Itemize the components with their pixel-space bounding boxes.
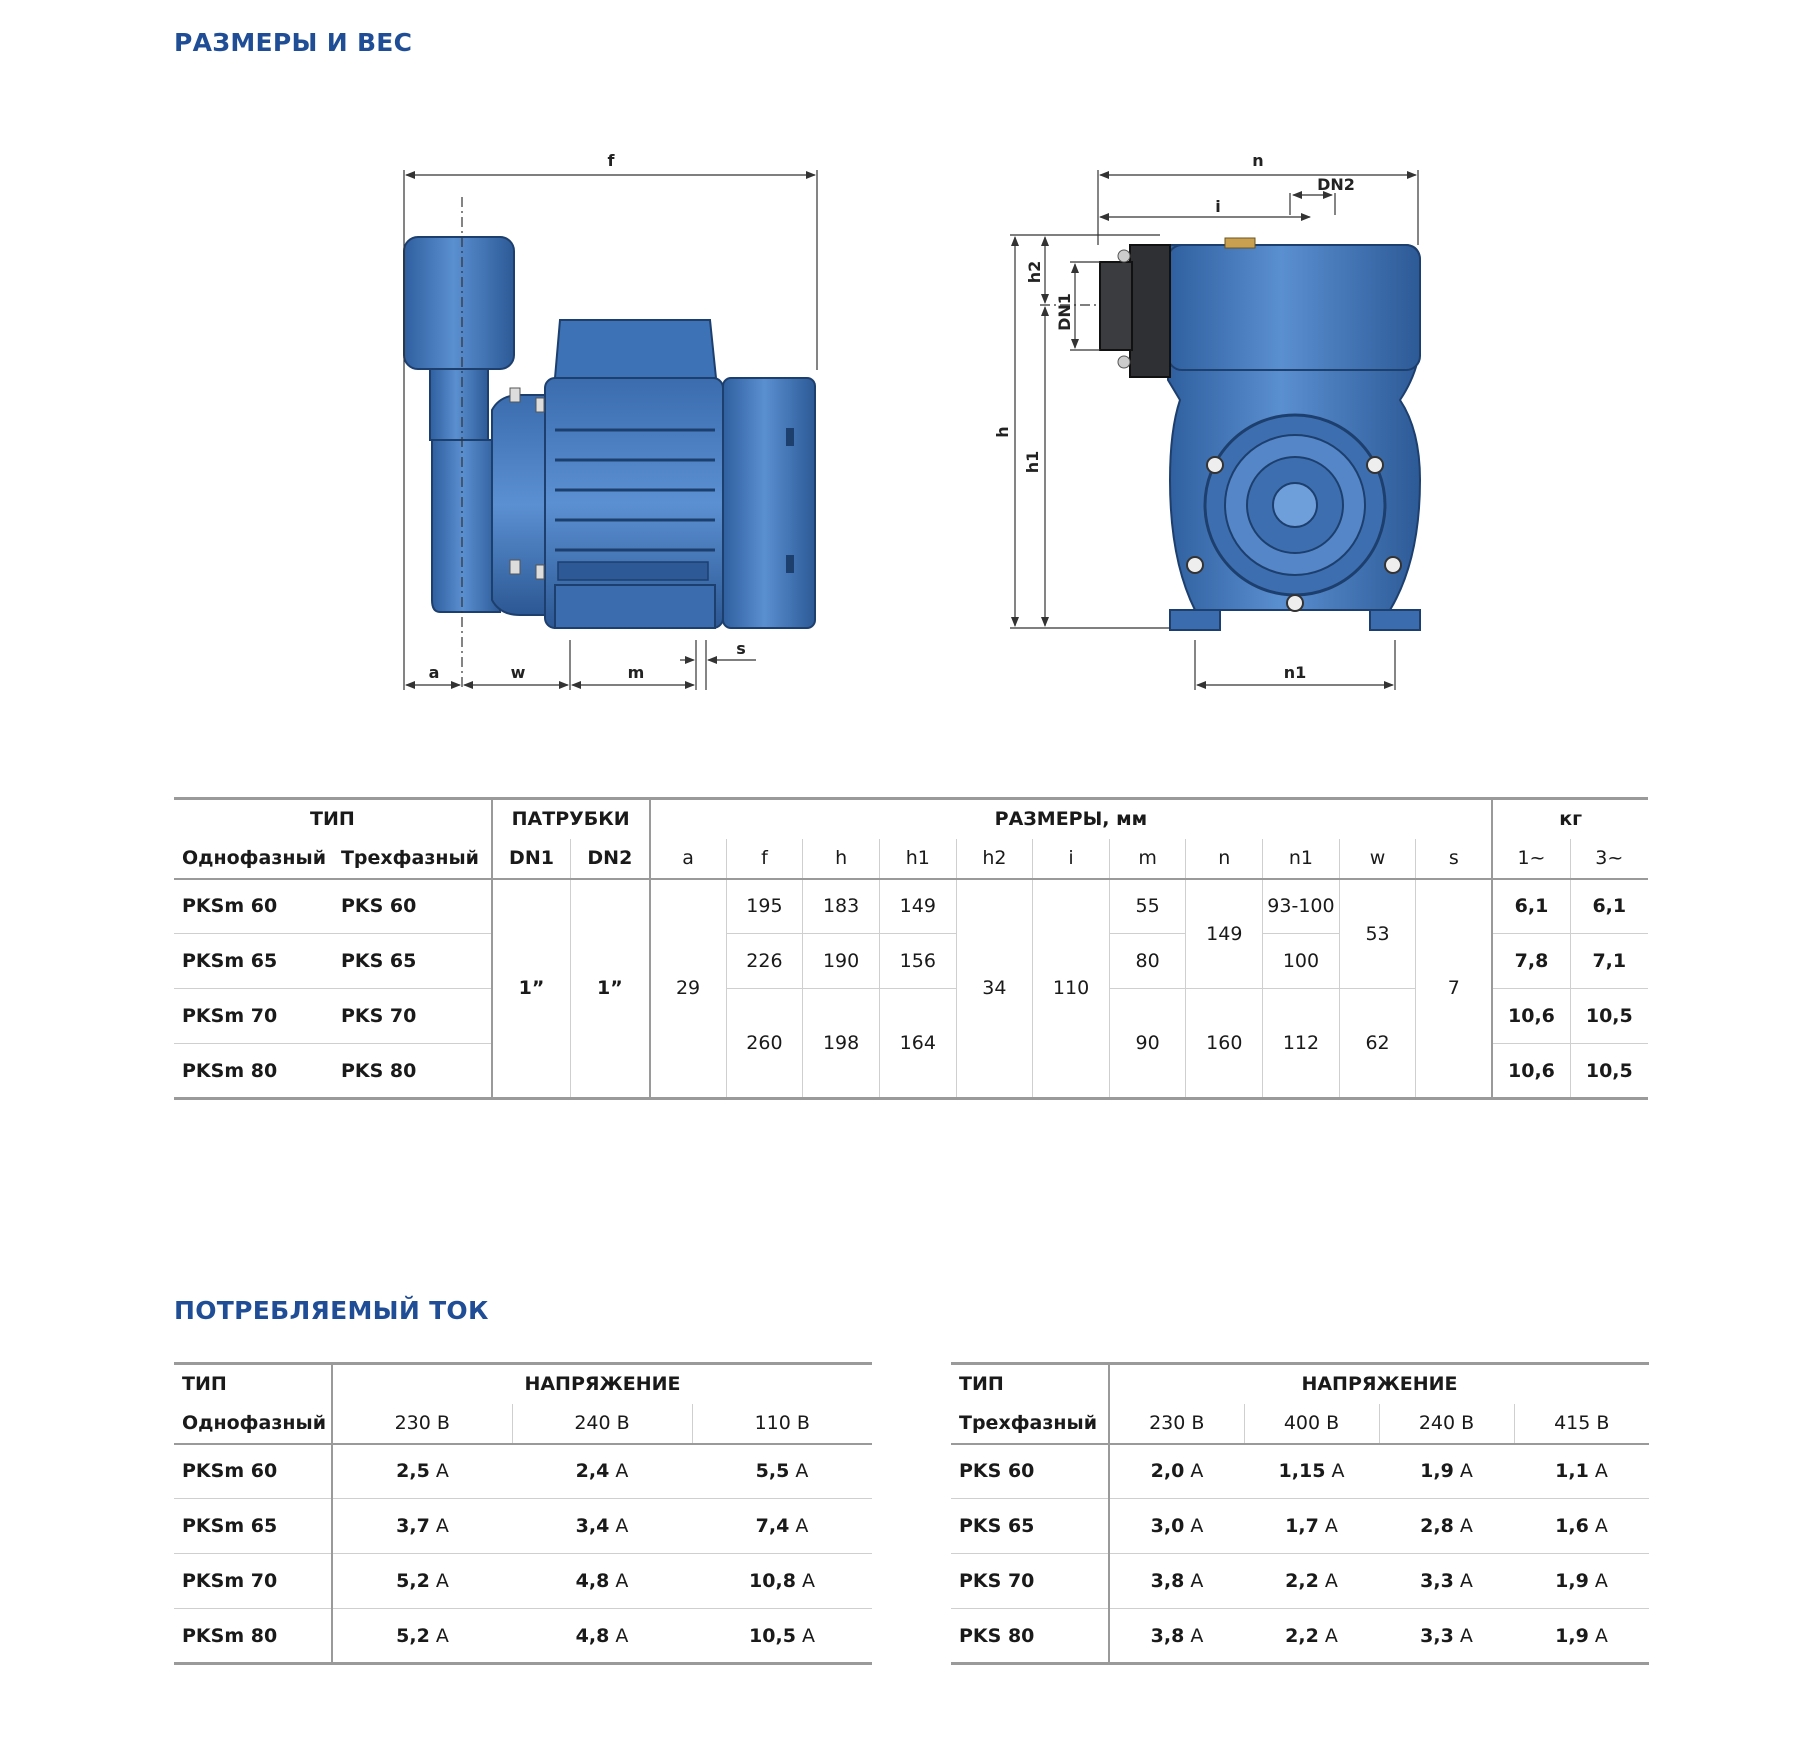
current-unit: А <box>435 1570 449 1592</box>
col-weight-1ph: 1~ <box>1492 839 1570 879</box>
current-value: 3,8 <box>1150 1570 1185 1592</box>
cell-h: 190 <box>803 934 880 989</box>
current-value: 2,2 <box>1285 1570 1319 1592</box>
table-row-model: PKS 60 <box>959 1460 1035 1483</box>
current-unit: А <box>1324 1624 1338 1647</box>
header-weight: кг <box>1492 799 1648 839</box>
current-value: 2,5 <box>396 1460 430 1483</box>
dim-label-h2: h2 <box>1025 260 1044 284</box>
col-dn1: DN1 <box>492 839 571 879</box>
table-row-model: PKS 80 <box>340 1059 417 1082</box>
current-value: 1,6 <box>1555 1515 1589 1537</box>
current-single-phase-table <box>174 1362 872 1665</box>
current-value: 7,4 <box>755 1515 790 1537</box>
table-row-model: PKS 65 <box>333 934 492 989</box>
section-title-current: ПОТРЕБЛЯЕМЫЙ ТОК <box>174 1296 489 1325</box>
pump-front-view <box>1100 238 1420 630</box>
col-n1: n1 <box>1263 839 1340 879</box>
current-value: 1,9 <box>1555 1624 1589 1647</box>
dim-label-dn1: DN1 <box>1055 293 1074 331</box>
table-row-model: PKSm 65 <box>174 934 333 989</box>
current-unit: А <box>435 1515 449 1537</box>
cell-weight-3ph: 10,5 <box>1570 1044 1648 1099</box>
current-unit: А <box>1190 1570 1204 1592</box>
col-f: f <box>726 839 803 879</box>
table-row-model: PKSm 80 <box>182 1059 278 1082</box>
current-value: 5,5 <box>755 1460 790 1483</box>
col-voltage: 240 В <box>1379 1404 1514 1444</box>
header-single-phase: Однофазный <box>182 847 327 869</box>
current-value: 3,0 <box>1150 1515 1185 1537</box>
col-voltage: 415 В <box>1514 1404 1649 1444</box>
dim-label-h1: h1 <box>1023 450 1042 474</box>
current-value: 1,1 <box>1555 1460 1589 1483</box>
cell-h: 198 <box>803 989 880 1099</box>
col-voltage: 110 В <box>692 1404 872 1444</box>
table-row-model: PKSm 80 <box>182 1624 278 1647</box>
table-row-model: PKSm 60 <box>174 879 333 934</box>
dim-label-dn2: DN2 <box>1317 175 1355 194</box>
current-unit: А <box>1324 1570 1338 1592</box>
cell-h: 183 <box>803 879 880 934</box>
col-a: a <box>650 839 727 879</box>
dim-label-i: i <box>1215 197 1221 216</box>
dim-label-m: m <box>627 663 645 682</box>
col-m: m <box>1109 839 1186 879</box>
col-voltage: 230 В <box>1109 1404 1244 1444</box>
dim-label-h: h <box>993 426 1012 438</box>
col-voltage: 400 В <box>1244 1404 1379 1444</box>
dimensions-weight-table <box>174 797 1648 1100</box>
col-s: s <box>1416 839 1492 879</box>
current-unit: А <box>1594 1570 1608 1592</box>
header-voltage: НАПРЯЖЕНИЕ <box>332 1364 872 1404</box>
current-value: 1,9 <box>1420 1460 1454 1483</box>
dim-label-n: n <box>1252 151 1264 170</box>
dim-label-s: s <box>736 639 746 658</box>
cell-dn1: 1” <box>492 879 571 1099</box>
cell-h1: 149 <box>879 879 956 934</box>
col-h2: h2 <box>956 839 1033 879</box>
current-unit: А <box>435 1624 449 1647</box>
current-unit: А <box>1190 1624 1204 1647</box>
current-value: 2,0 <box>1150 1460 1185 1483</box>
current-value: 2,8 <box>1420 1515 1454 1537</box>
dim-label-a: a <box>428 663 440 682</box>
dim-label-f: f <box>607 151 615 170</box>
current-value: 5,2 <box>396 1570 430 1592</box>
col-h1: h1 <box>879 839 956 879</box>
cell-a: 29 <box>650 879 727 1099</box>
current-value: 10,8 <box>749 1570 796 1592</box>
table-row-model: PKSm 65 <box>182 1515 278 1537</box>
col-weight-3ph: 3~ <box>1570 839 1648 879</box>
table-row-model: PKS 70 <box>959 1570 1035 1592</box>
cell-f: 260 <box>726 989 803 1099</box>
cell-n1: 100 <box>1263 934 1340 989</box>
current-value: 3,8 <box>1150 1624 1185 1647</box>
current-value: 1,9 <box>1555 1570 1589 1592</box>
current-value: 4,8 <box>575 1570 610 1592</box>
header-type: ТИП <box>310 808 355 831</box>
section-title-dimensions: РАЗМЕРЫ И ВЕС <box>174 28 413 57</box>
current-value: 3,4 <box>575 1515 610 1537</box>
cell-h1: 164 <box>879 989 956 1099</box>
dim-label-n1: n1 <box>1283 663 1307 682</box>
current-unit: А <box>615 1460 629 1483</box>
current-unit: А <box>1594 1624 1608 1647</box>
current-value: 1,15 <box>1278 1460 1326 1483</box>
cell-m: 80 <box>1109 934 1186 989</box>
cell-dn2: 1” <box>571 879 650 1099</box>
table-row-model: PKSm 70 <box>182 1570 278 1592</box>
current-value: 10,5 <box>749 1624 796 1647</box>
pump-side-view <box>404 237 815 628</box>
header-type: ТИП <box>182 1373 227 1396</box>
header-voltage: НАПРЯЖЕНИЕ <box>1109 1364 1649 1404</box>
current-unit: А <box>795 1515 809 1537</box>
current-unit: А <box>1324 1515 1338 1537</box>
cell-f: 195 <box>726 879 803 934</box>
col-i: i <box>1033 839 1110 879</box>
current-value: 4,8 <box>575 1624 610 1647</box>
current-unit: А <box>615 1515 629 1537</box>
cell-w: 62 <box>1339 989 1416 1099</box>
cell-n: 160 <box>1186 989 1263 1099</box>
table-row-model: PKS 70 <box>333 989 492 1044</box>
header-dimensions: РАЗМЕРЫ, мм <box>650 799 1493 839</box>
header-three-phase: Трехфазный <box>340 847 479 869</box>
cell-weight-1ph: 7,8 <box>1492 934 1570 989</box>
current-value: 2,4 <box>575 1460 610 1483</box>
cell-m: 55 <box>1109 879 1186 934</box>
cell-n: 149 <box>1186 879 1263 989</box>
current-unit: А <box>801 1570 815 1592</box>
current-unit: А <box>1459 1570 1473 1592</box>
cell-m: 90 <box>1109 989 1186 1099</box>
cell-weight-3ph: 6,1 <box>1570 879 1648 934</box>
table-row-model: PKS 80 <box>959 1624 1035 1647</box>
current-unit: А <box>795 1460 809 1483</box>
current-unit: А <box>1594 1515 1608 1537</box>
col-dn2: DN2 <box>571 839 650 879</box>
header-three-phase: Трехфазный <box>959 1412 1098 1434</box>
col-w: w <box>1339 839 1416 879</box>
current-unit: А <box>1190 1515 1204 1537</box>
cell-weight-1ph: 6,1 <box>1492 879 1570 934</box>
current-unit: А <box>615 1570 629 1592</box>
current-unit: А <box>435 1460 449 1483</box>
cell-n1: 112 <box>1263 989 1340 1099</box>
cell-f: 226 <box>726 934 803 989</box>
cell-s: 7 <box>1416 879 1492 1099</box>
current-value: 2,2 <box>1285 1624 1319 1647</box>
dim-label-w: w <box>510 663 526 682</box>
current-value: 5,2 <box>396 1624 430 1647</box>
table-row-model: PKSm 60 <box>182 1460 278 1483</box>
table-row-model: PKS 60 <box>333 879 492 934</box>
table-row-model: PKSm 70 <box>174 989 333 1044</box>
cell-i: 110 <box>1033 879 1110 1099</box>
col-voltage: 230 В <box>332 1404 512 1444</box>
current-unit: А <box>1190 1460 1204 1483</box>
current-unit: А <box>615 1624 629 1647</box>
cell-weight-1ph: 10,6 <box>1492 989 1570 1044</box>
cell-n1: 93-100 <box>1263 879 1340 934</box>
header-type: ТИП <box>959 1373 1004 1396</box>
current-unit: А <box>1459 1460 1473 1483</box>
col-voltage: 240 В <box>512 1404 692 1444</box>
current-value: 3,7 <box>396 1515 430 1537</box>
cell-h1: 156 <box>879 934 956 989</box>
header-single-phase: Однофазный <box>182 1412 327 1434</box>
cell-w: 53 <box>1339 879 1416 989</box>
current-value: 3,3 <box>1420 1570 1454 1592</box>
header-ports: ПАТРУБКИ <box>492 799 650 839</box>
current-value: 3,3 <box>1420 1624 1454 1647</box>
current-unit: А <box>801 1624 815 1647</box>
current-value: 1,7 <box>1285 1515 1319 1537</box>
cell-weight-1ph: 10,6 <box>1492 1044 1570 1099</box>
col-h: h <box>803 839 880 879</box>
cell-weight-3ph: 7,1 <box>1570 934 1648 989</box>
current-unit: А <box>1459 1624 1473 1647</box>
current-unit: А <box>1594 1460 1608 1483</box>
col-n: n <box>1186 839 1263 879</box>
cell-weight-3ph: 10,5 <box>1570 989 1648 1044</box>
current-three-phase-table <box>951 1362 1649 1665</box>
pump-dimension-drawing <box>0 0 1812 720</box>
cell-h2: 34 <box>956 879 1033 1099</box>
current-unit: А <box>1459 1515 1473 1537</box>
table-row-model: PKS 65 <box>959 1515 1035 1537</box>
current-unit: А <box>1331 1460 1345 1483</box>
